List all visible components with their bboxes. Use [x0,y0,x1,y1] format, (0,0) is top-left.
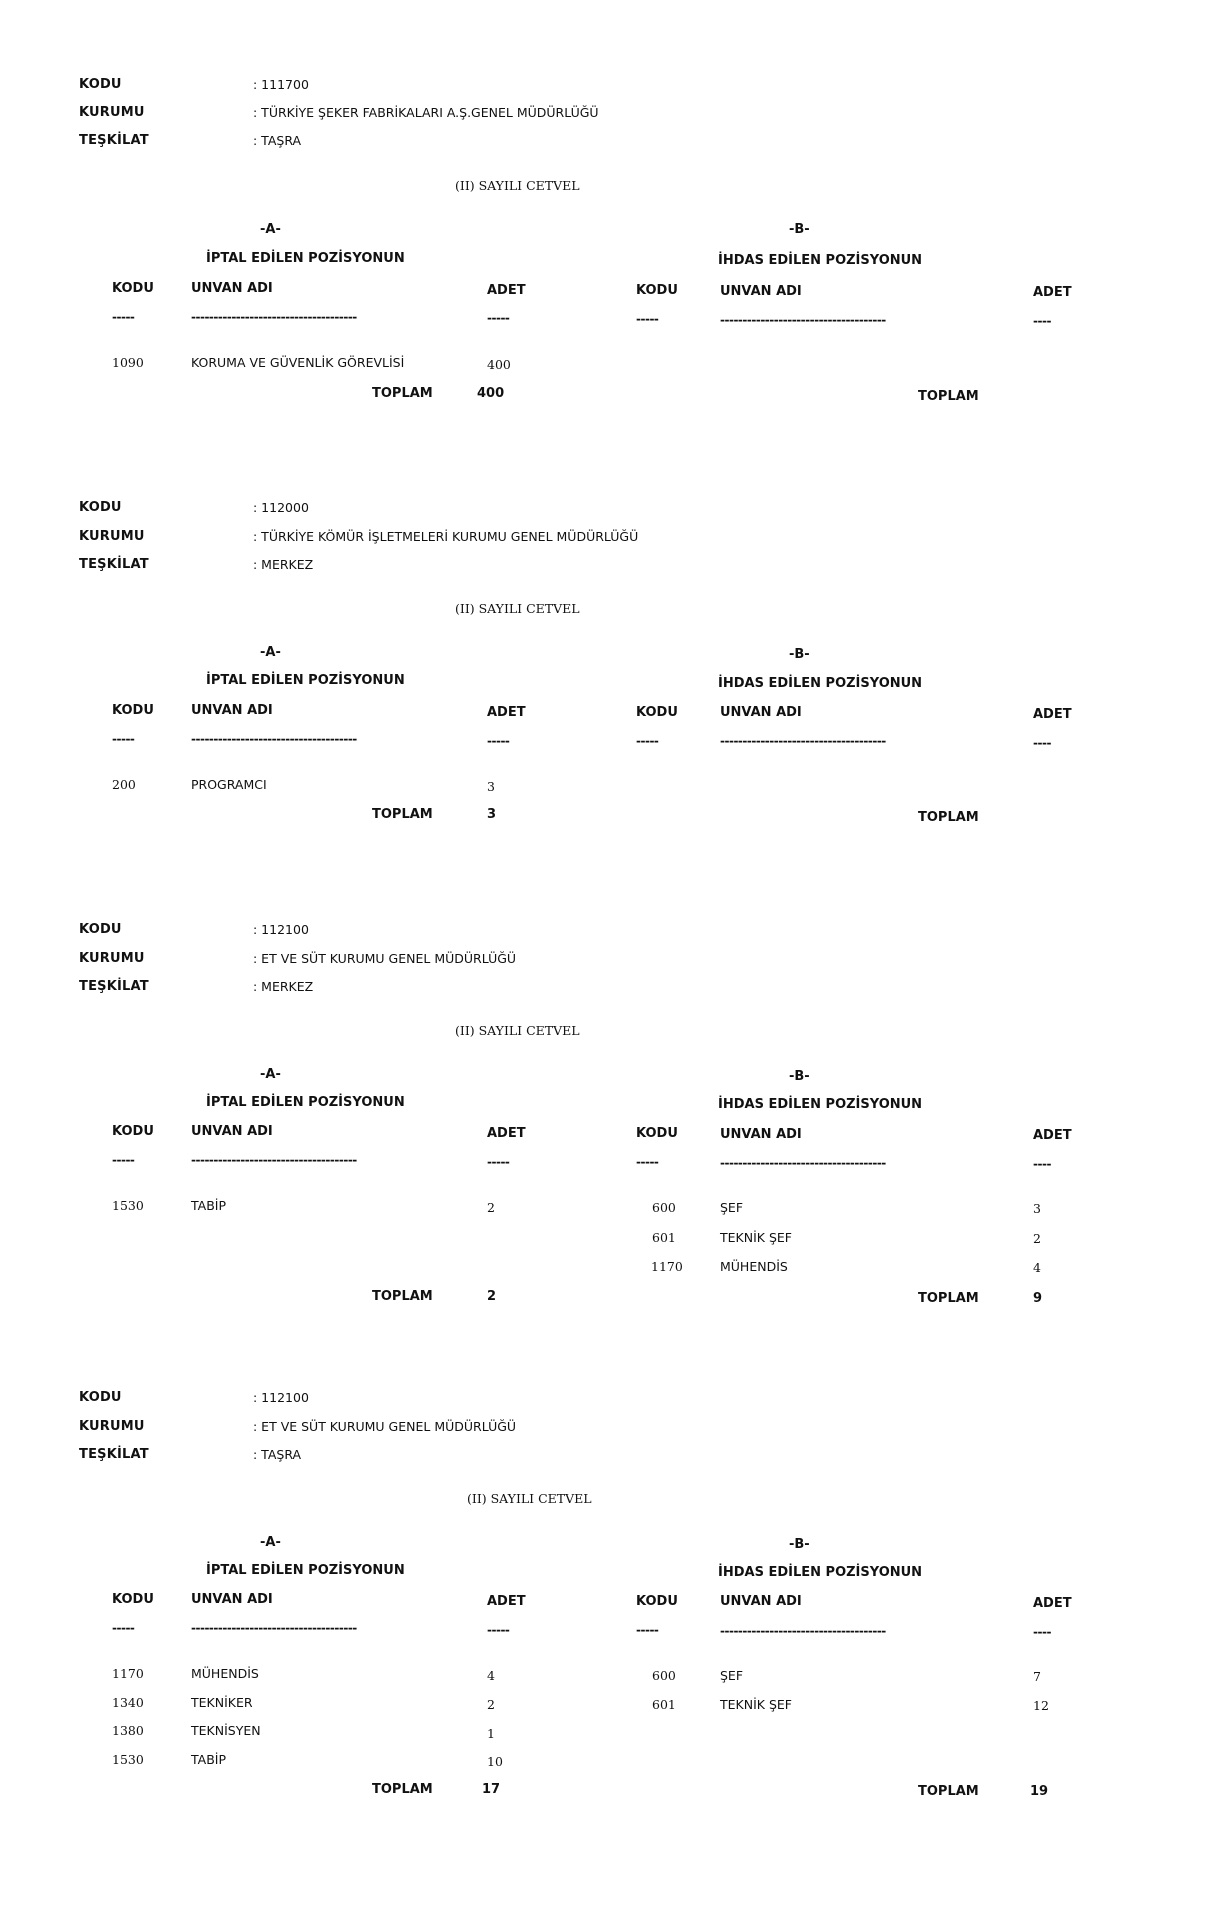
b-toplam-label: TOPLAM [918,389,979,404]
teskilat-label: TEŞKİLAT [79,557,149,572]
a-toplam-label: TOPLAM [372,1782,433,1797]
a-col-unvan: UNVAN ADI [191,1592,273,1607]
teskilat-value: : MERKEZ [253,979,314,994]
table-row-kodu: 600 [652,1668,676,1683]
table-row-adet: 400 [487,357,511,372]
b-col-kodu: KODU [636,283,678,298]
table-row-unvan: TEKNİSYEN [191,1723,261,1738]
b-marker: -B- [789,647,810,662]
kurumu-label: KURUMU [79,529,145,544]
a-col-kodu: KODU [112,1592,154,1607]
cetvel-title: (II) SAYILI CETVEL [455,1023,580,1038]
b-dash-adet: ---- [1033,736,1051,750]
table-row-kodu: 1530 [112,1198,144,1213]
a-title: İPTAL EDİLEN POZİSYONUN [206,1095,405,1110]
table-row-adet: 1 [487,1726,495,1741]
b-dash-kodu: ----- [636,312,659,326]
a-col-unvan: UNVAN ADI [191,1124,273,1139]
table-row-adet: 7 [1033,1669,1041,1684]
kodu-value: : 112100 [253,922,309,937]
b-toplam-value: 19 [1030,1784,1049,1799]
table-row-unvan: TABİP [191,1198,227,1213]
a-col-kodu: KODU [112,1124,154,1139]
table-row-adet: 4 [1033,1260,1041,1275]
table-row-kodu: 1380 [112,1723,144,1738]
a-col-adet: ADET [487,1126,526,1141]
b-col-adet: ADET [1033,1596,1072,1611]
b-col-unvan: UNVAN ADI [720,284,802,299]
table-row-adet: 2 [1033,1231,1041,1246]
b-dash-unvan: ------------------------------------- [720,734,886,748]
a-col-adet: ADET [487,705,526,720]
b-title: İHDAS EDİLEN POZİSYONUN [718,1097,923,1112]
table-row-unvan: MÜHENDİS [720,1259,788,1274]
a-dash-adet: ----- [487,734,510,748]
a-toplam-value: 400 [477,386,505,401]
kurumu-value: : ET VE SÜT KURUMU GENEL MÜDÜRLÜĞÜ [253,1419,517,1434]
kodu-label: KODU [79,922,122,937]
b-dash-unvan: ------------------------------------- [720,1624,886,1638]
b-dash-adet: ---- [1033,1157,1051,1171]
table-row-adet: 12 [1033,1698,1049,1713]
teskilat-label: TEŞKİLAT [79,133,149,148]
teskilat-label: TEŞKİLAT [79,1447,149,1462]
a-toplam-value: 3 [487,807,497,822]
table-row-kodu: 601 [652,1697,676,1712]
kurumu-label: KURUMU [79,951,145,966]
teskilat-value: : TAŞRA [253,133,302,148]
table-row-kodu: 1530 [112,1752,144,1767]
a-marker: -A- [260,222,281,237]
a-col-unvan: UNVAN ADI [191,703,273,718]
table-row-adet: 3 [1033,1201,1041,1216]
b-marker: -B- [789,1069,810,1084]
a-title: İPTAL EDİLEN POZİSYONUN [206,251,405,266]
a-title: İPTAL EDİLEN POZİSYONUN [206,673,405,688]
b-toplam-value: 9 [1033,1291,1043,1306]
kurumu-value: : TÜRKİYE ŞEKER FABRİKALARI A.Ş.GENEL MÜDÜRLÜĞÜ [253,105,599,120]
b-col-kodu: KODU [636,1126,678,1141]
kodu-value: : 112100 [253,1390,309,1405]
b-col-unvan: UNVAN ADI [720,1127,802,1142]
teskilat-value: : MERKEZ [253,557,314,572]
a-marker: -A- [260,1535,281,1550]
cetvel-title: (II) SAYILI CETVEL [455,601,580,616]
cetvel-title: (II) SAYILI CETVEL [467,1491,592,1506]
a-col-adet: ADET [487,283,526,298]
kurumu-value: : ET VE SÜT KURUMU GENEL MÜDÜRLÜĞÜ [253,951,517,966]
kodu-label: KODU [79,1390,122,1405]
a-marker: -A- [260,1067,281,1082]
a-title: İPTAL EDİLEN POZİSYONUN [206,1563,405,1578]
kurumu-label: KURUMU [79,1419,145,1434]
teskilat-value: : TAŞRA [253,1447,302,1462]
a-toplam-label: TOPLAM [372,1289,433,1304]
b-col-adet: ADET [1033,707,1072,722]
kurumu-value: : TÜRKİYE KÖMÜR İŞLETMELERİ KURUMU GENEL MÜDÜRLÜĞÜ [253,529,639,544]
kodu-value: : 111700 [253,77,309,92]
b-toplam-label: TOPLAM [918,1784,979,1799]
a-col-kodu: KODU [112,703,154,718]
a-dash-kodu: ----- [112,1621,135,1635]
table-row-adet: 4 [487,1668,495,1683]
a-dash-adet: ----- [487,1155,510,1169]
teskilat-label: TEŞKİLAT [79,979,149,994]
b-dash-adet: ---- [1033,1625,1051,1639]
table-row-unvan: KORUMA VE GÜVENLİK GÖREVLİSİ [191,355,405,370]
a-toplam-label: TOPLAM [372,386,433,401]
table-row-unvan: TEKNİK ŞEF [720,1697,792,1712]
a-toplam-label: TOPLAM [372,807,433,822]
b-toplam-label: TOPLAM [918,1291,979,1306]
b-col-kodu: KODU [636,705,678,720]
table-row-kodu: 1170 [112,1666,144,1681]
a-dash-unvan: ------------------------------------- [191,732,357,746]
a-dash-unvan: ------------------------------------- [191,1153,357,1167]
table-row-kodu: 1170 [651,1259,683,1274]
table-row-unvan: ŞEF [720,1668,744,1683]
b-dash-unvan: ------------------------------------- [720,1156,886,1170]
b-col-adet: ADET [1033,285,1072,300]
table-row-adet: 2 [487,1697,495,1712]
cetvel-title: (II) SAYILI CETVEL [455,178,580,193]
b-col-unvan: UNVAN ADI [720,705,802,720]
table-row-kodu: 1090 [112,355,144,370]
a-dash-kodu: ----- [112,1153,135,1167]
a-dash-kodu: ----- [112,310,135,324]
b-marker: -B- [789,222,810,237]
a-marker: -A- [260,645,281,660]
a-dash-unvan: ------------------------------------- [191,1621,357,1635]
table-row-unvan: TEKNİK ŞEF [720,1230,792,1245]
table-row-adet: 3 [487,779,495,794]
a-dash-adet: ----- [487,311,510,325]
b-marker: -B- [789,1537,810,1552]
table-row-unvan: PROGRAMCI [191,777,267,792]
table-row-adet: 10 [487,1754,503,1769]
b-col-unvan: UNVAN ADI [720,1594,802,1609]
a-dash-kodu: ----- [112,732,135,746]
b-dash-kodu: ----- [636,1623,659,1637]
b-dash-unvan: ------------------------------------- [720,313,886,327]
b-title: İHDAS EDİLEN POZİSYONUN [718,676,923,691]
a-toplam-value: 17 [482,1782,501,1797]
table-row-kodu: 1340 [112,1695,144,1710]
b-toplam-label: TOPLAM [918,810,979,825]
b-col-kodu: KODU [636,1594,678,1609]
b-dash-kodu: ----- [636,1155,659,1169]
a-col-kodu: KODU [112,281,154,296]
table-row-adet: 2 [487,1200,495,1215]
a-dash-adet: ----- [487,1623,510,1637]
kodu-value: : 112000 [253,500,309,515]
table-row-unvan: TABİP [191,1752,227,1767]
a-toplam-value: 2 [487,1289,497,1304]
b-col-adet: ADET [1033,1128,1072,1143]
kodu-label: KODU [79,77,122,92]
b-dash-adet: ---- [1033,314,1051,328]
b-dash-kodu: ----- [636,734,659,748]
table-row-unvan: TEKNİKER [191,1695,253,1710]
kodu-label: KODU [79,500,122,515]
table-row-unvan: ŞEF [720,1200,744,1215]
a-dash-unvan: ------------------------------------- [191,310,357,324]
table-row-kodu: 601 [652,1230,676,1245]
a-col-adet: ADET [487,1594,526,1609]
a-col-unvan: UNVAN ADI [191,281,273,296]
table-row-kodu: 200 [112,777,136,792]
b-title: İHDAS EDİLEN POZİSYONUN [718,1565,923,1580]
table-row-unvan: MÜHENDİS [191,1666,259,1681]
kurumu-label: KURUMU [79,105,145,120]
table-row-kodu: 600 [652,1200,676,1215]
b-title: İHDAS EDİLEN POZİSYONUN [718,253,923,268]
